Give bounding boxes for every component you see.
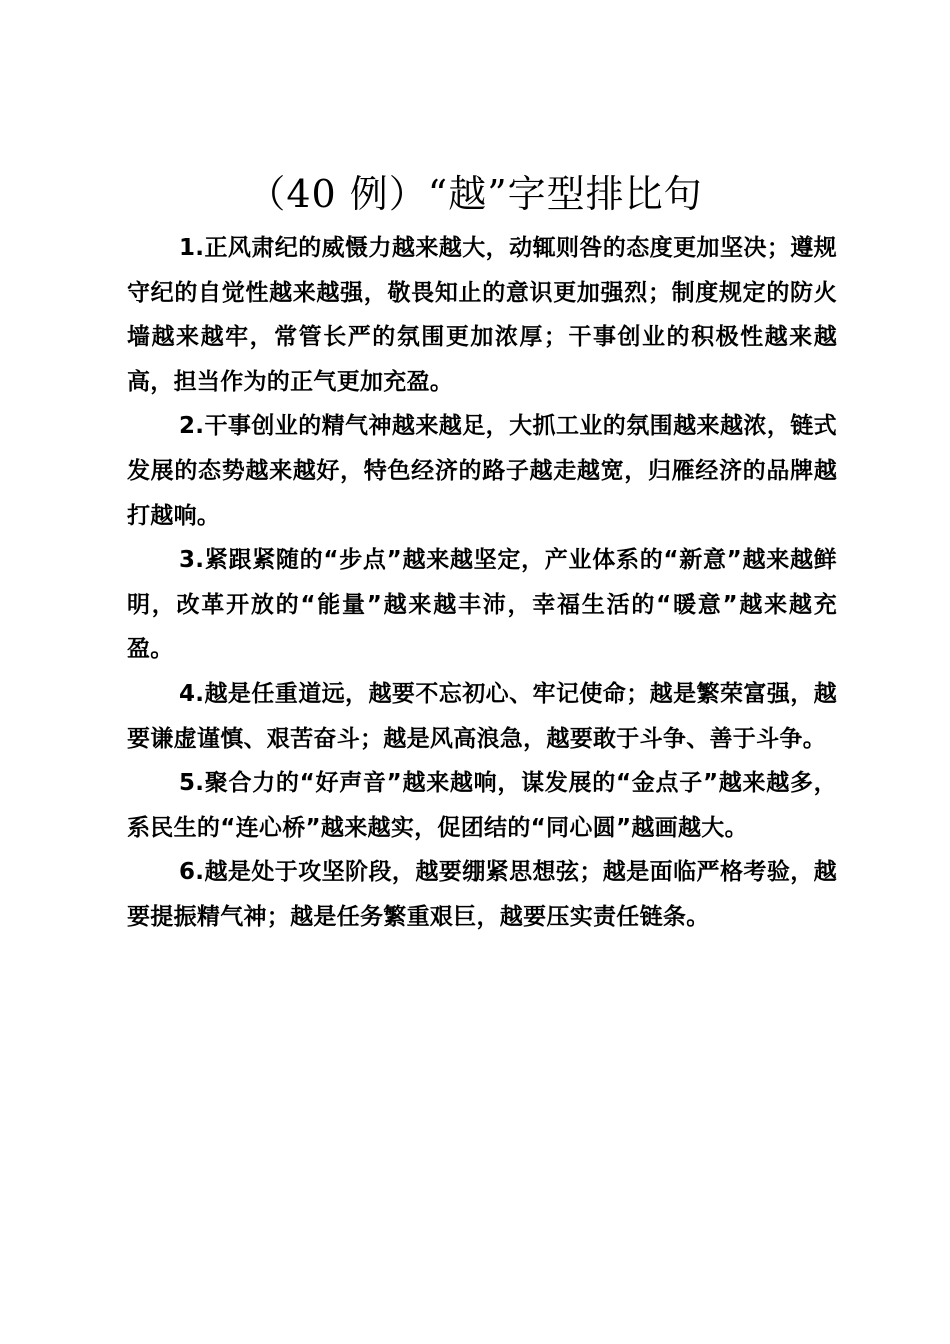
paragraph-4: 4.越是任重道远，越要不忘初心、牢记使命；越是繁荣富强，越要谦虚谨慎、艰苦奋斗；越是风高浪急，越要敢于斗争、善于斗争。 xyxy=(127,680,837,752)
paragraph-2: 2.干事创业的精气神越来越足，大抓工业的氛围越来越浓，链式发展的态势越来越好，特色经济的路子越走越宽，归雁经济的品牌越打越响。 xyxy=(127,413,837,529)
document-body xyxy=(127,226,837,940)
paragraph-6: 6.越是处于攻坚阶段，越要绷紧思想弦；越是面临严格考验，越要提振精气神；越是任务繁重艰巨，越要压实责任链条。 xyxy=(127,859,837,930)
document-title: （40 例）“越”字型排比句 xyxy=(247,172,703,216)
paragraph-1: 1.正风肃纪的威慑力越来越大，动辄则咎的态度更加坚决；遵规守纪的自觉性越来越强，敬畏知止的意识更加强烈；制度规定的防火墙越来越牢，常管长严的氛围更加浓厚；干事创业的积极性越来越高，担当作为的正气更加充盈。 xyxy=(127,235,837,395)
paragraph-5: 5.聚合力的“好声音”越来越响，谋发展的“金点子”越来越多，系民生的“连心桥”越来越实，促团结的“同心圆”越画越大。 xyxy=(127,770,837,841)
paragraph-3: 3.紧跟紧随的“步点”越来越坚定，产业体系的“新意”越来越鲜明，改革开放的“能量”越来越丰沛，幸福生活的“暖意”越来越充盈。 xyxy=(127,547,837,663)
